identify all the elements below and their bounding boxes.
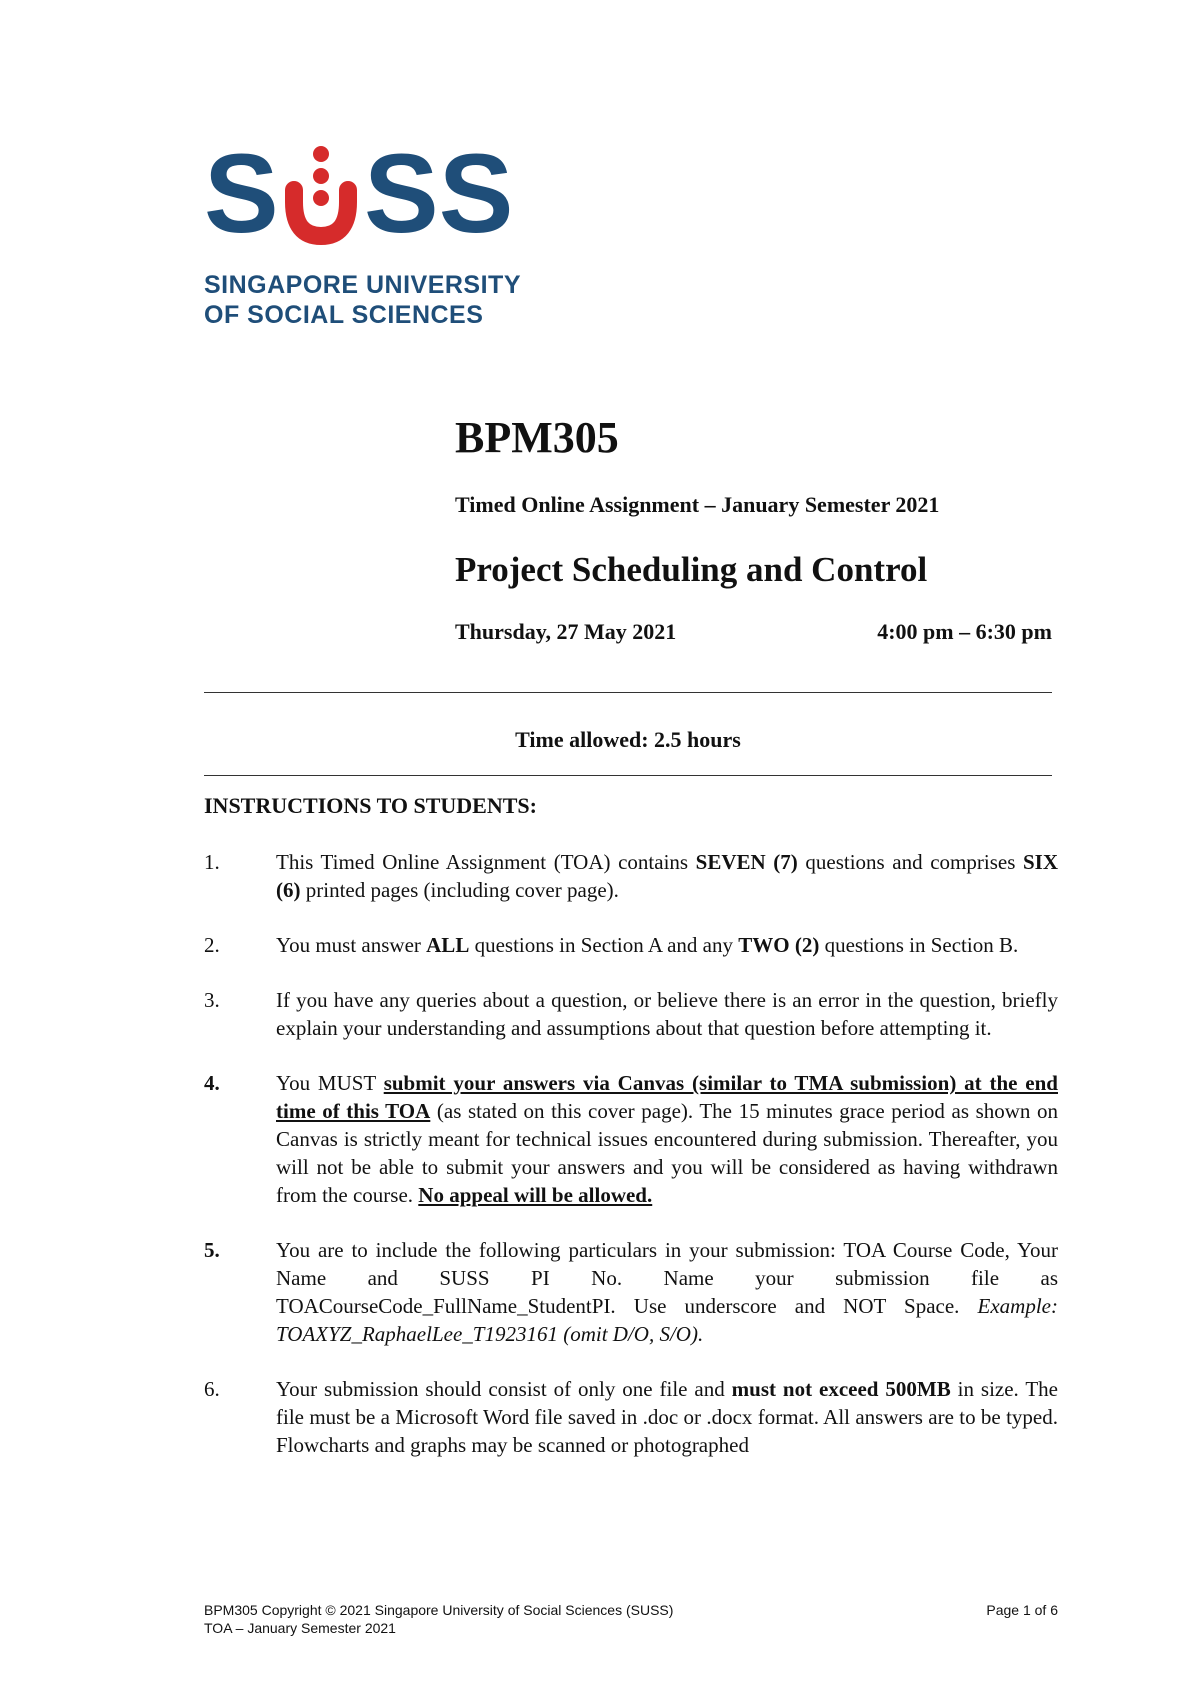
item-number: 2. — [204, 933, 220, 957]
assignment-subtitle: Timed Online Assignment – January Semester 2021 — [455, 492, 940, 517]
instructions-list — [204, 848, 1058, 1459]
list-item — [204, 848, 1058, 904]
footer-copyright: BPM305 Copyright © 2021 Singapore University of Social Sciences (SUSS) — [204, 1602, 674, 1618]
item-number: 4. — [204, 1071, 220, 1095]
instructions-heading: INSTRUCTIONS TO STUDENTS: — [204, 793, 537, 818]
course-title: Project Scheduling and Control — [455, 550, 928, 589]
item-number: 3. — [204, 988, 220, 1012]
suss-wordmark-icon — [204, 140, 534, 248]
time-allowed: Time allowed: 2.5 hours — [515, 727, 741, 752]
item-text: Your submission should consist of only one file and must not exceed 500MB in size. The file must be a Microsoft Word file saved in .doc or .docx format. All answers are to be typed. Flowcharts and graphs may be scanned or photographed — [276, 1377, 1058, 1457]
item-text: You are to include the following particulars in your submission: TOA Course Code, Your Name and SUSS PI No. Name your submission file as TOACourseCode_FullName_StudentPI. Use underscore and NOT Space. Example: TOAXYZ_RaphaelLee_T1923161 (omit D/O, S/O). — [276, 1238, 1058, 1346]
item-text: You MUST submit your answers via Canvas (similar to TMA submission) at the end time of this TOA (as stated on this cover page). The 15 minutes grace period as shown on Canvas is strictly meant for technical issues encountered during submission. Thereafter, you will not be able to submit your answers and you will be considered as having withdrawn from the course. No appeal will be allowed. — [276, 1071, 1059, 1207]
list-item — [204, 931, 1058, 959]
item-number: 6. — [204, 1377, 220, 1401]
page-footer — [204, 1601, 1058, 1637]
logo-line-1: SINGAPORE UNIVERSITY — [204, 271, 521, 299]
item-number: 5. — [204, 1238, 220, 1262]
svg-text:SS: SS — [364, 140, 514, 248]
list-item — [204, 986, 1058, 1042]
course-code: BPM305 — [455, 413, 619, 462]
divider-bottom — [204, 775, 1052, 776]
footer-semester: TOA – January Semester 2021 — [204, 1620, 396, 1636]
exam-date: Thursday, 27 May 2021 — [455, 619, 677, 644]
item-text: If you have any queries about a question, or believe there is an error in the question, briefly explain your understanding and assumptions about that question before attempting it. — [276, 988, 1058, 1040]
page-number: Page 1 of 6 — [986, 1602, 1058, 1618]
suss-logo — [204, 140, 534, 330]
item-text: You must answer ALL questions in Section A and any TWO (2) questions in Section B. — [276, 933, 1019, 957]
list-item — [204, 1375, 1058, 1459]
exam-time: 4:00 pm – 6:30 pm — [877, 619, 1052, 644]
svg-text:S: S — [204, 140, 279, 248]
list-item — [204, 1236, 1058, 1348]
divider-top — [204, 692, 1052, 693]
item-number: 1. — [204, 850, 220, 874]
list-item — [204, 1069, 1058, 1209]
logo-line-2: OF SOCIAL SCIENCES — [204, 301, 484, 329]
item-text: This Timed Online Assignment (TOA) contains SEVEN (7) questions and comprises SIX (6) printed pages (including cover page). — [276, 850, 1058, 902]
